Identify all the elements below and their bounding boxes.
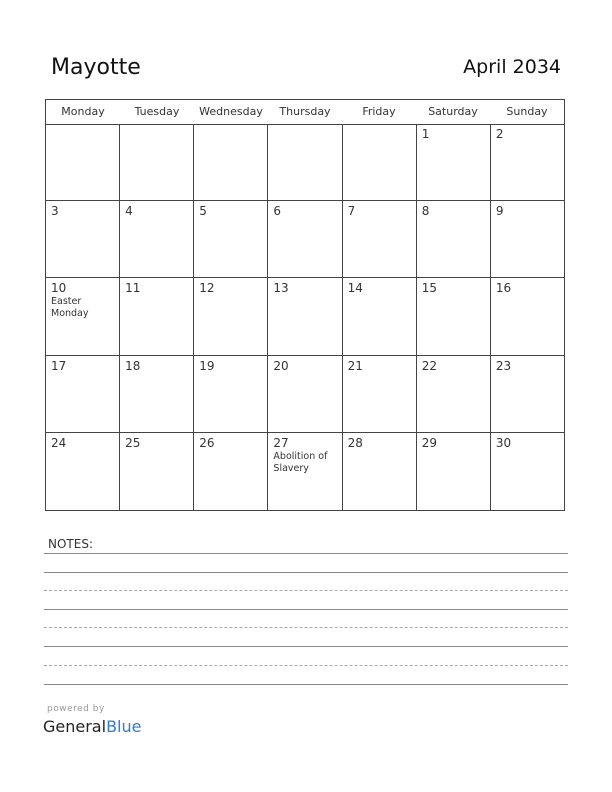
day-cell bbox=[417, 201, 491, 277]
day-number: 14 bbox=[347, 281, 363, 296]
notes-line bbox=[44, 627, 568, 628]
day-cell bbox=[268, 433, 342, 510]
day-cell bbox=[343, 356, 417, 432]
day-cell bbox=[491, 433, 564, 510]
day-cell bbox=[491, 201, 564, 277]
day-cell bbox=[491, 124, 564, 200]
weekday-sunday: Sunday bbox=[506, 105, 548, 118]
day-number: 7 bbox=[347, 204, 356, 219]
generalblue-logo[interactable] bbox=[43, 717, 141, 736]
day-cell bbox=[343, 278, 417, 354]
day-number: 29 bbox=[421, 435, 437, 450]
day-number: 12 bbox=[199, 281, 215, 296]
notes-label: NOTES: bbox=[48, 537, 93, 551]
day-number: 23 bbox=[495, 358, 512, 373]
day-number: 28 bbox=[347, 435, 363, 450]
day-number: 26 bbox=[199, 435, 215, 450]
day-cell bbox=[268, 356, 342, 432]
day-cell bbox=[194, 433, 268, 510]
notes-line bbox=[44, 590, 568, 591]
day-number: 16 bbox=[495, 281, 512, 296]
day-number: 11 bbox=[125, 281, 141, 296]
day-number: 3 bbox=[51, 204, 59, 219]
day-cell bbox=[417, 433, 491, 510]
weeks-container bbox=[46, 124, 564, 510]
day-number: 13 bbox=[273, 281, 289, 296]
day-cell bbox=[417, 124, 491, 200]
day-cell bbox=[46, 433, 120, 510]
week-row bbox=[46, 201, 564, 278]
day-number: 15 bbox=[421, 281, 437, 296]
day-cell bbox=[46, 201, 120, 277]
day-number: 4 bbox=[125, 204, 133, 219]
day-number: 17 bbox=[51, 358, 67, 373]
day-cell bbox=[268, 201, 342, 277]
day-cell bbox=[491, 278, 564, 354]
weekday-tuesday: Tuesday bbox=[134, 105, 180, 118]
day-cell bbox=[120, 433, 194, 510]
notes-line bbox=[44, 665, 568, 666]
day-number: 18 bbox=[125, 358, 141, 373]
day-number: 20 bbox=[273, 358, 289, 373]
day-number: 24 bbox=[51, 435, 67, 450]
day-cell bbox=[194, 278, 268, 354]
day-number: 8 bbox=[421, 204, 430, 219]
notes-line bbox=[44, 609, 568, 610]
day-number: 27 bbox=[273, 435, 289, 450]
day-cell bbox=[194, 356, 268, 432]
brand-general: General bbox=[43, 717, 107, 736]
day-cell bbox=[194, 201, 268, 277]
week-row bbox=[46, 433, 564, 510]
day-number: 6 bbox=[273, 204, 282, 219]
country-title: Mayotte bbox=[51, 55, 141, 80]
day-number: 10 bbox=[51, 281, 67, 296]
week-row bbox=[46, 124, 564, 201]
day-cell bbox=[343, 201, 417, 277]
day-cell bbox=[120, 124, 194, 200]
day-cell bbox=[343, 433, 417, 510]
day-cell bbox=[120, 278, 194, 354]
day-cell bbox=[194, 124, 268, 200]
day-cell bbox=[268, 124, 342, 200]
day-number: 25 bbox=[125, 435, 141, 450]
day-cell bbox=[491, 356, 564, 432]
notes-line bbox=[44, 646, 568, 647]
day-number: 2 bbox=[495, 127, 504, 141]
day-cell bbox=[417, 356, 491, 432]
day-cell bbox=[417, 278, 491, 354]
weekday-header-row bbox=[46, 100, 564, 125]
calendar-grid bbox=[45, 99, 565, 511]
day-number: 19 bbox=[199, 358, 215, 373]
day-cell bbox=[120, 201, 194, 277]
day-number: 22 bbox=[421, 358, 437, 373]
day-cell bbox=[343, 124, 417, 200]
weekday-friday: Friday bbox=[362, 105, 396, 118]
brand-blue: Blue bbox=[106, 717, 142, 736]
weekday-thursday: Thursday bbox=[279, 105, 331, 118]
weekday-monday: Monday bbox=[61, 105, 105, 118]
day-number: 9 bbox=[495, 204, 504, 219]
day-number: 21 bbox=[347, 358, 363, 373]
week-row bbox=[46, 356, 564, 433]
day-cell bbox=[120, 356, 194, 432]
day-cell bbox=[46, 278, 120, 354]
day-cell bbox=[46, 124, 120, 200]
month-year-title: April 2034 bbox=[463, 56, 561, 78]
weekday-wednesday: Wednesday bbox=[199, 105, 263, 118]
notes-line bbox=[44, 572, 568, 573]
day-cell bbox=[46, 356, 120, 432]
notes-line bbox=[44, 553, 568, 554]
day-number: 1 bbox=[421, 127, 430, 141]
weekday-saturday: Saturday bbox=[428, 105, 478, 118]
week-row bbox=[46, 278, 564, 355]
holiday-label: Easter Monday bbox=[51, 296, 89, 320]
day-number: 5 bbox=[199, 204, 207, 219]
powered-by-text: powered by bbox=[47, 704, 105, 714]
notes-line bbox=[44, 684, 568, 685]
day-cell bbox=[268, 278, 342, 354]
holiday-label: Abolition of Slavery bbox=[273, 450, 328, 474]
day-number: 30 bbox=[495, 435, 512, 450]
